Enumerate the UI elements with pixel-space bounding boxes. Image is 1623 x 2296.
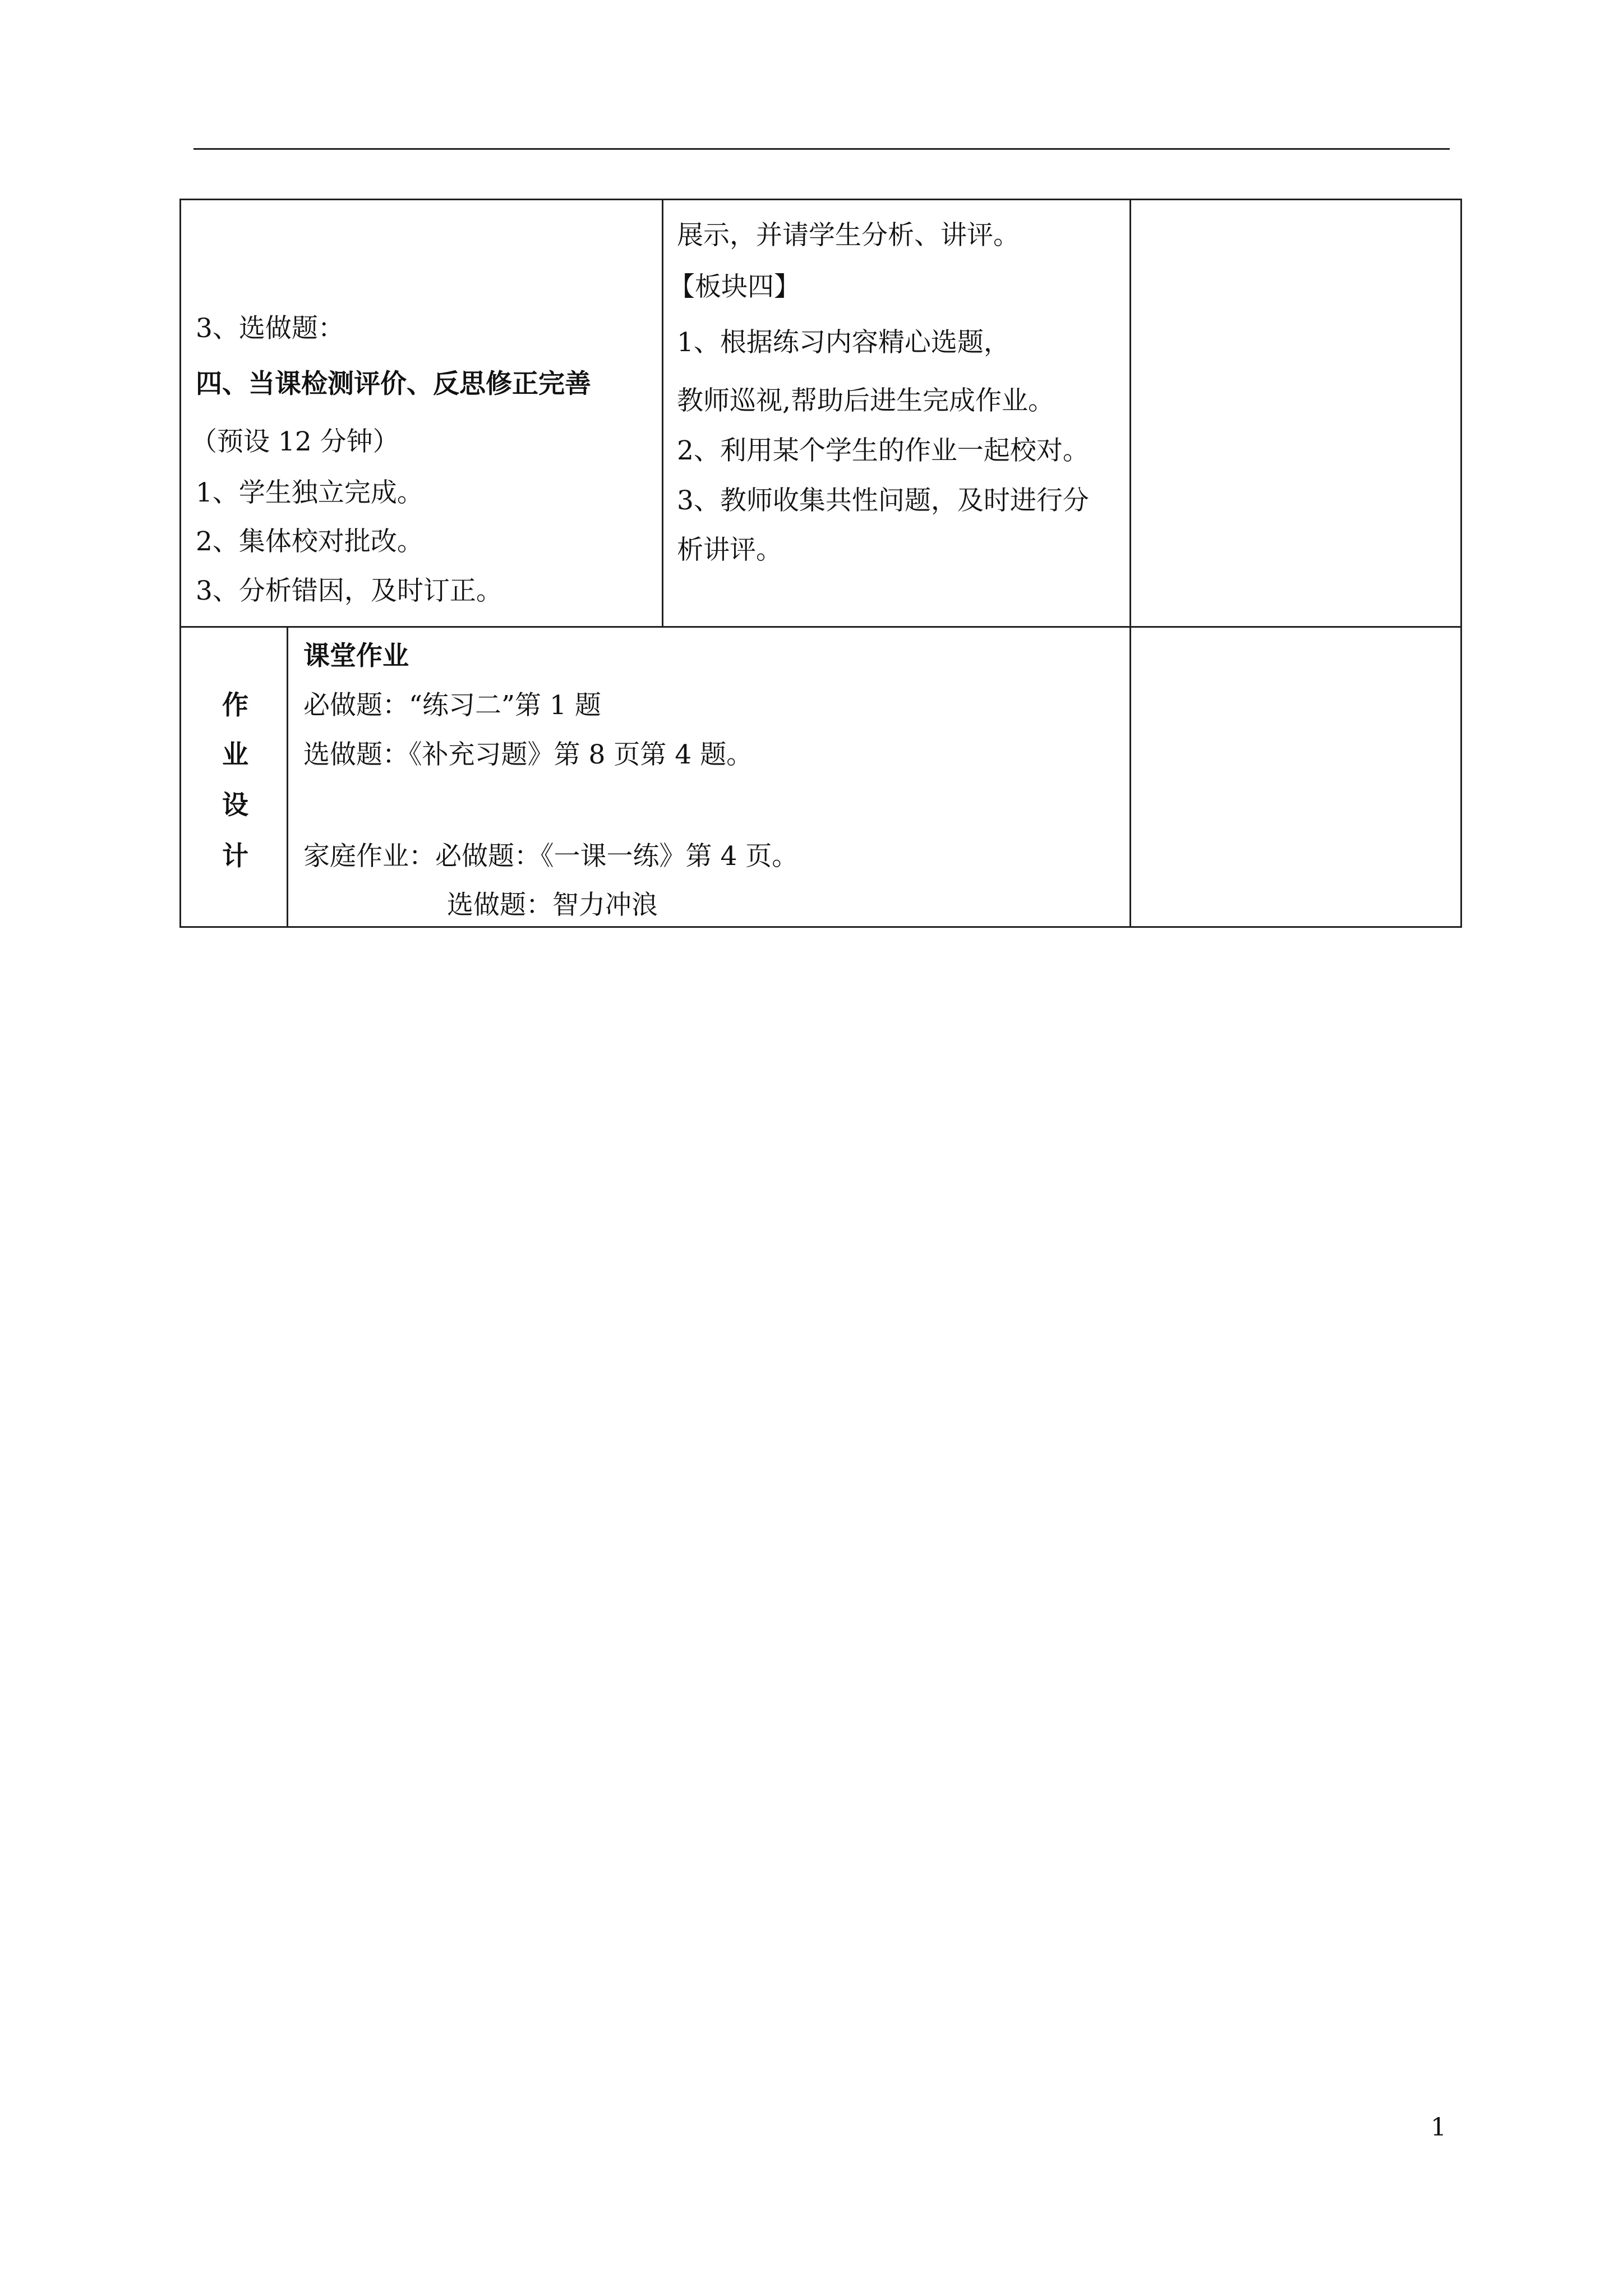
homework-optional: 选做题：智力冲浪 <box>447 890 658 921</box>
classwork-optional: 选做题：《补充习题》第 8 页第 4 题。 <box>303 739 753 770</box>
table-border-middle <box>179 626 1462 628</box>
optional-exercise-label: 3、选做题： <box>196 313 344 344</box>
classwork-title: 课堂作业 <box>303 641 409 671</box>
table-border-top <box>179 199 1462 200</box>
table-border-bottom <box>179 926 1462 928</box>
classwork-required: 必做题：“练习二”第 1 题 <box>303 690 601 721</box>
middle-line-5: 析讲评。 <box>677 535 782 565</box>
section-title: 四、当课检测评价、反思修正完善 <box>196 369 591 399</box>
label-char-4: 计 <box>222 841 248 872</box>
page-number: 1 <box>1431 2113 1446 2142</box>
block-title: 【板块四】 <box>668 272 800 302</box>
homework-required: 家庭作业：必做题：《一课一练》第 4 页。 <box>303 841 799 872</box>
label-column-divider <box>287 626 288 928</box>
preset-time: （预设 12 分钟） <box>191 426 399 457</box>
column-divider-2 <box>1129 199 1131 928</box>
table-border-right <box>1460 199 1462 928</box>
middle-line-3: 2、利用某个学生的作业一起校对。 <box>677 435 1089 466</box>
table-border-left <box>179 199 181 928</box>
middle-line-1: 1、根据练习内容精心选题， <box>677 327 1010 358</box>
middle-line-4: 3、教师收集共性问题，及时进行分 <box>677 485 1089 516</box>
step-2: 2、集体校对批改。 <box>196 526 423 557</box>
header-rule <box>193 148 1450 150</box>
label-char-3: 设 <box>222 790 248 821</box>
label-char-2: 业 <box>222 739 248 770</box>
display-line: 展示，并请学生分析、讲评。 <box>677 220 1020 251</box>
label-char-1: 作 <box>222 690 248 721</box>
middle-line-2: 教师巡视,帮助后进生完成作业。 <box>677 385 1054 416</box>
step-3: 3、分析错因，及时订正。 <box>196 576 502 606</box>
column-divider-1 <box>662 199 663 628</box>
step-1: 1、学生独立完成。 <box>196 477 423 508</box>
